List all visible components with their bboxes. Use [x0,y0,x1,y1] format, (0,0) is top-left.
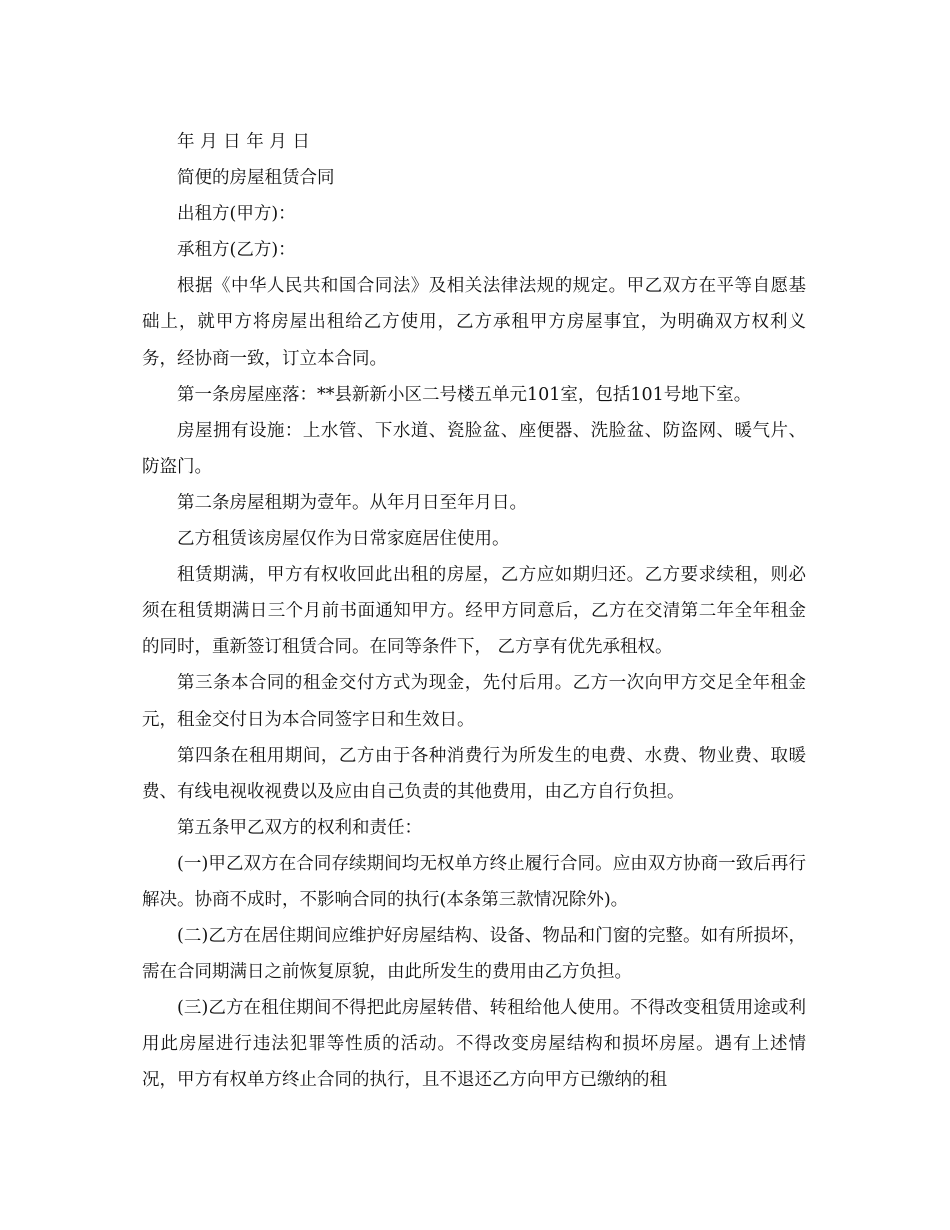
article-5-heading: 第五条甲乙双方的权利和责任： [177,817,422,838]
renewal-paragraph: 租赁期满，甲方有权收回此出租的房屋，乙方应如期归还。乙方要求续租，则必须在租赁期满日三个月前书面通知甲方。经甲方同意后，乙方在交清第二年全年租金的同时，重新签订租赁合同。在同等条件下， 乙方享有优先承租权。 [142,565,806,658]
document-body [142,124,806,1099]
preamble-paragraph: 根据《中华人民共和国合同法》及相关法律法规的规定。甲乙双方在平等自愿基础上，就甲方将房屋出租给乙方使用，乙方承租甲方房屋事宜，为明确双方权利义务，经协商一致，订立本合同。 [142,276,806,369]
facilities-paragraph: 房屋拥有设施：上水管、下水道、瓷脸盆、座便器、洗脸盆、防盗网、暖气片、防盗门。 [142,420,806,477]
clause-3-paragraph: (三)乙方在租住期间不得把此房屋转借、转租给他人使用。不得改变租赁用途或利用此房屋进行违法犯罪等性质的活动。不得改变房屋结构和损坏房屋。遇有上述情况，甲方有权单方终止合同的执行，且不退还乙方向甲方已缴纳的租 [142,998,806,1091]
clause-2-paragraph: (二)乙方在居住期间应维护好房屋结构、设备、物品和门窗的完整。如有所损坏，需在合同期满日之前恢复原貌，由此所发生的费用由乙方负担。 [142,926,806,983]
article-1-location: 第一条房屋座落：**县新新小区二号楼五单元101室，包括101号地下室。 [177,384,752,405]
lessee-line: 承租方(乙方)： [177,240,296,261]
article-3-payment: 第三条本合同的租金交付方式为现金，先付后用。乙方一次向甲方交足全年租金元，租金交付日为本合同签字日和生效日。 [142,673,806,730]
article-4-expenses: 第四条在租用期间，乙方由于各种消费行为所发生的电费、水费、物业费、取暖费、有线电视收视费以及应由自己负责的其他费用，由乙方自行负担。 [142,745,806,802]
clause-1-paragraph: (一)甲乙双方在合同存续期间均无权单方终止履行合同。应由双方协商一致后再行解决。协商不成时，不影响合同的执行(本条第三款情况除外)。 [142,853,806,910]
lessor-line: 出租方(甲方)： [177,204,296,225]
date-line: 年 月 日 年 月 日 [177,132,310,152]
usage-paragraph: 乙方租赁该房屋仅作为日常家庭居住使用。 [177,529,510,550]
document-title: 简便的房屋租赁合同 [177,168,335,189]
article-2-term: 第二条房屋租期为壹年。从年月日至年月日。 [177,492,527,513]
